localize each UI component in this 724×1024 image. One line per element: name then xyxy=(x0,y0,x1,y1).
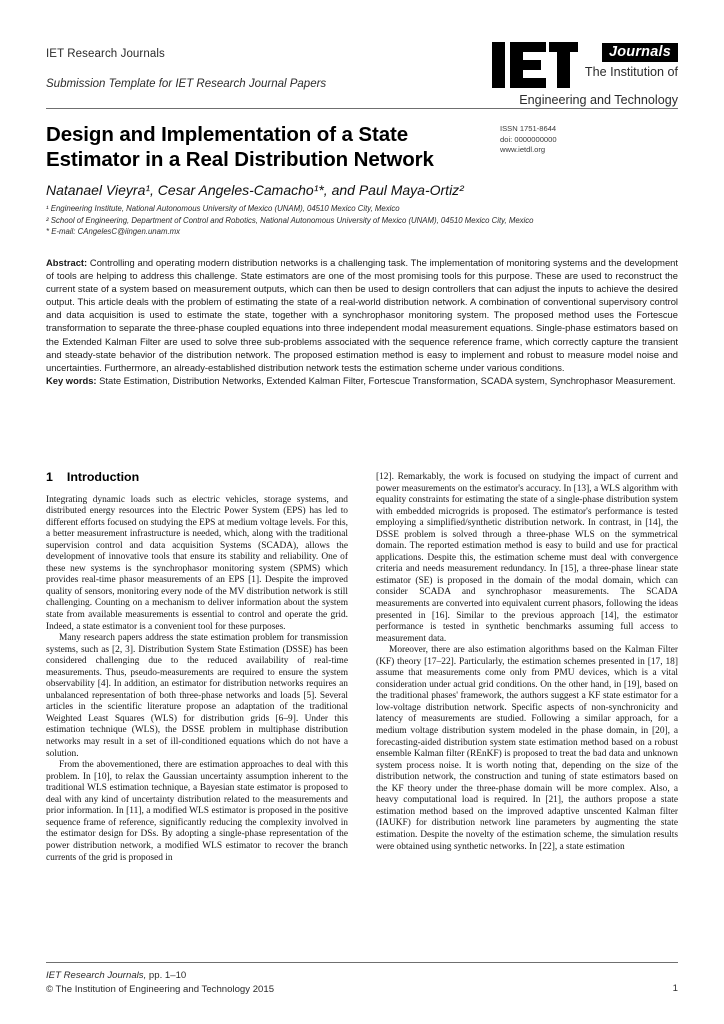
submission-template-line: Submission Template for IET Research Journal Papers xyxy=(46,78,327,90)
journals-badge: Journals xyxy=(602,43,678,62)
issn-value: ISSN 1751-8644 xyxy=(500,124,557,133)
institution-line-1: The Institution of xyxy=(584,65,678,79)
iet-logo xyxy=(464,42,678,108)
footer-copyright: © The Institution of Engineering and Technology 2015 xyxy=(46,983,275,995)
author-list: Natanael Vieyra¹, Cesar Angeles-Camacho¹*, and Paul Maya-Ortiz² xyxy=(46,182,464,198)
header-divider xyxy=(46,108,678,109)
paragraph: [12]. Remarkably, the work is focused on studying the impact of current and power measurements on the estimator's accuracy. In [13], a WLS algorithm with equality constraints for estimating the state of a single-phase distribution system with embedded microgrids is proposed. The estimator's performance is tested employing a simplified/synthetic distribution network. In contrast, in [14], the DSSE problem is solved through a three-phase WLS on the symmetrical domain. The reported estimation method is easy to build and use for practical applications. Despite this, the estimation scheme must deal with convergence criteria and needs measurement redundancy. In [15], a three-phase linear state estimator (SE) is proposed in the domain of the modal domain, which can consider SCADA and synchrophasor measurements. The SCADA measurements are converted into equivalent current phasors, following the ideas presented in [16]. Similar to the previous approach [14], the estimator performance is tested in synthetic benchmarks assuming full access to measurement data. xyxy=(376,472,678,644)
paragraph: Moreover, there are also estimation algorithms based on the Kalman Filter (KF) theory [17–22]. Particularly, the estimation schemes presented in [17, 18] assume that measurements come only from PMU devices, which is a vital consideration under actual grid conditions. On the other hand, in [19], based on the traditional phases' framework, the authors suggest a KF state estimator for a low-voltage distribution network. Specific aspects of non-synchronicity and latency of measurements are studied. Following a similar approach, for a medium voltage distribution system modeled in the phase domain, in [20], a forecasting-aided distribution system state estimation method based on a robust ensemble Kalman filter (REnKF) is proposed to treat the bad data and unknown system process noise. It is worth noting that, depending on the size of the distribution network, the construction and tuning of state estimators based on the KF theory under the three-phase domain will be more complex. Also, a heavy computational load is required. In [21], the authors propose a state estimation method based on the improved adaptive unscented Kalman filter (IAUKF) for distribution network line parameters by augmenting the state estimation. Despite the novelty of the estimation scheme, the simulation results were obtained using synthetic networks. In [22], a state estimation xyxy=(376,645,678,852)
footer-divider xyxy=(46,962,678,963)
page-title: Design and Implementation of a State Estimator in a Real Distribution Network xyxy=(46,123,434,171)
abstract-text: Controlling and operating modern distribution networks is a challenging task. The implementation of monitoring systems and the development of tools are helping to address this challenge. State estimators are one of the most promising tools for this purpose. These are used to reconstruct the current state of a system based on measurement outputs, which can then be used to design controllers that can adjust the inputs to achieve the desired output. This article deals with the problem of estimating the state of a real-world distribution network. A combination of conventional supervisory control and data acquisition is used to estimate the state, together with a synchrophasor monitoring system. The proposed method uses the Fortescue transformation to separate the three-phase coupled equations into three independent modal measurement equations. Single-phase estimators based on the Extended Kalman Filter are used to solve three sub-problems associated with the sequence reference frame, which correctly capture the transient and steady-state behavior of the distribution network. The proposed estimation method is easy to implement and robust to measure model noise and uncertainties. Furthermore, an already-established distribution network tests the estimation scheme under various conditions. xyxy=(46,257,678,373)
page-number: 1 xyxy=(672,983,678,994)
footer xyxy=(46,969,678,996)
corresponding-email: * E-mail: CAngelesC@iingen.unam.mx xyxy=(46,227,181,236)
paragraph: Many research papers address the state estimation problem for transmission systems, such as [2, 3]. Distribution System State Estimation (DSSE) has been considered challenging due to the reduced availability of real-time measurements. Thus, pseudo-measurements are required to ensure the system observability [4]. In addition, an estimator for distribution networks requires an unbalanced representation of both three-phase networks and loads [5]. Several articles in the scientific literature propose an adaptation of the traditional Weighted Least Squares (WLS) for distribution grids [6–9]. Under this estimation technique (WLS), the DSSE problem in multiphase distribution networks may result in a set of ill-conditioned equations which do not have a solution. xyxy=(46,633,348,759)
abstract-block xyxy=(46,256,678,387)
section-title: Introduction xyxy=(66,470,140,484)
masthead xyxy=(46,44,678,110)
body-columns xyxy=(46,472,678,864)
doi-value: doi: 0000000000 xyxy=(500,134,557,144)
column-right xyxy=(376,472,678,864)
keywords-text: State Estimation, Distribution Networks, Extended Kalman Filter, Fortescue Transformation, SCADA system, Synchrophasor Measurement. xyxy=(99,374,676,386)
column-left xyxy=(46,472,348,864)
affiliation-1: ¹ Engineering Institute, National Autonomous University of Mexico (UNAM), 04510 Mexico City, Mexico xyxy=(46,204,400,213)
section-heading xyxy=(46,472,348,484)
paragraph: From the abovementioned, there are estimation approaches to deal with this problem. In [10], to relax the Gaussian uncertainty assumption inherent to the traditional WLS estimation technique, a Bayesian state estimator is proposed to deal with any kind of uncertainty distribution related to the measurements and prior information. In [11], a modified WLS estimator is proposed in the positive sequence frame of reference, significantly reducing the complexity involved in the estimator design for DSs. By adopting a single-phase representation of the power distribution network, a modified WLS estimator to recover the branch currents of the grid is proposed in xyxy=(46,760,348,863)
footer-journal-line xyxy=(46,969,678,983)
issn-block xyxy=(500,124,680,156)
section-number: 1 xyxy=(46,470,53,484)
footer-pages: pp. 1–10 xyxy=(146,970,187,981)
affiliations xyxy=(46,203,686,238)
institution-line-2: Engineering and Technology xyxy=(519,93,678,107)
affiliation-2: ² School of Engineering, Department of Control and Robotics, National Autonomous University of Mexico (UNAM), 04510 Mexico City, Mexico xyxy=(46,215,534,225)
journal-name: IET Research Journals xyxy=(46,48,165,60)
iet-logo-mark-icon xyxy=(492,42,578,93)
paragraph: Integrating dynamic loads such as electric vehicles, storage systems, and distributed energy resources into the Electric Power System (EPS) has led to different efforts focused on studying the EPS at medium voltage levels. For this, a better measurement infrastructure is needed, which, along with the traditional supervision control and data acquisition Systems (SCADA), allows the development of innovative tools that ensure its stability and reliability. One of these new systems is the synchrophasor monitoring system (SPMS) which provides real-time phasor measurements of an EPS [1]. Despite the improved quality of sensors, monitoring every node of the MV distribution network is still challenging. Counting on a mechanism to deliver information about the system state from available measurements is essential to control and operate the grid. Indeed, a state estimator is a convenient tool for these purposes. xyxy=(46,494,348,632)
keywords-label: Key words: xyxy=(46,374,97,386)
abstract-label: Abstract: xyxy=(46,257,88,268)
journal-url: www.ietdl.org xyxy=(500,145,546,154)
footer-journal-name: IET Research Journals, xyxy=(46,970,147,981)
